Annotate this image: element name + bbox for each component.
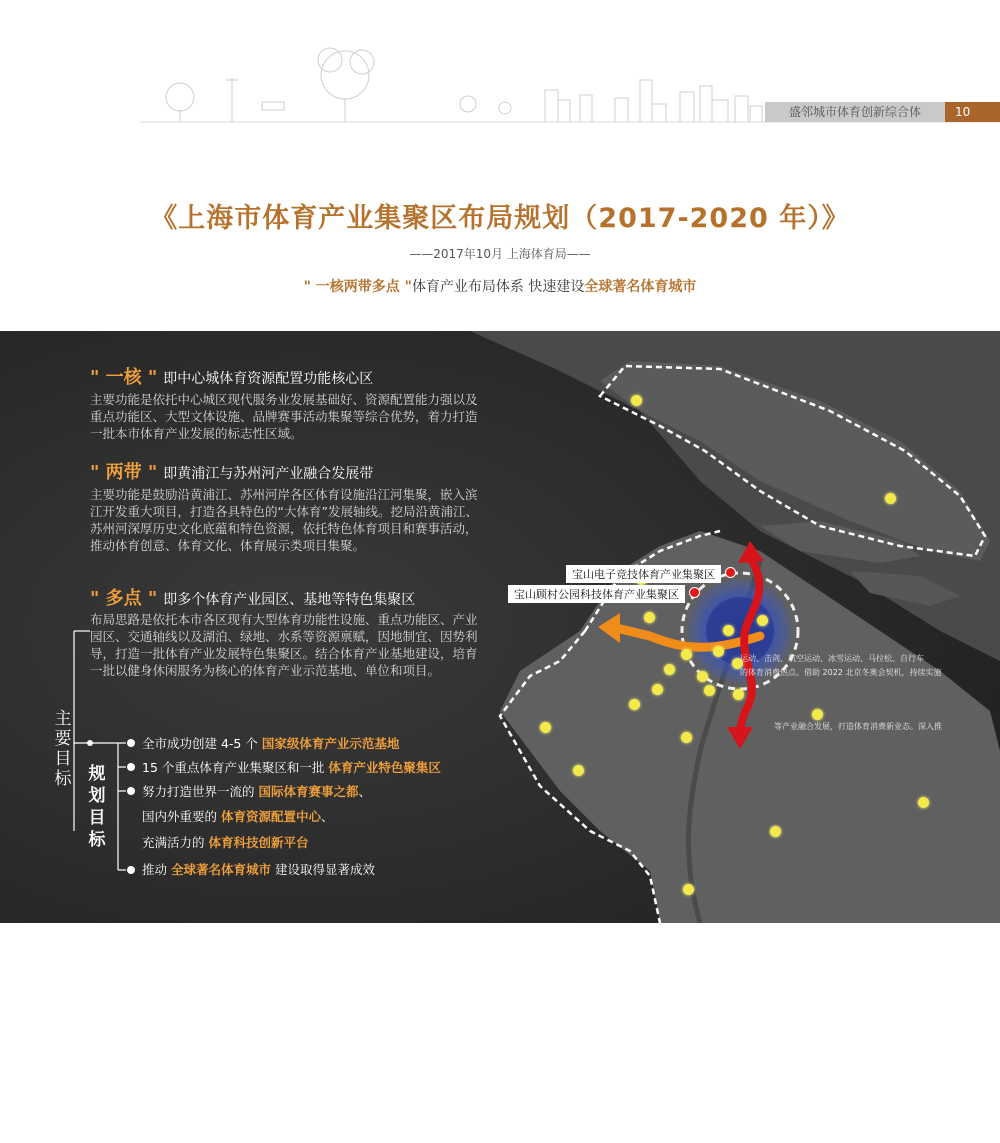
section-keyword: " 多点 " <box>90 588 158 609</box>
cluster-dot <box>540 722 551 733</box>
cluster-dot <box>723 625 734 636</box>
page-subtitle: ——2017年10月 上海体育局—— <box>409 247 591 261</box>
cluster-dot <box>697 671 708 682</box>
cluster-dot <box>683 884 694 895</box>
cluster-dot <box>713 646 724 657</box>
cluster-dot <box>573 765 584 776</box>
section-heading-text: 即中心城体育资源配置功能核心区 <box>163 371 374 387</box>
cluster-dot <box>664 664 675 675</box>
section-body-belts: 主要功能是鼓励沿黄浦江、苏州河岸各区体育设施沿江河集聚，嵌入滨江开发重大项目，打造各具特色的“大体育”发展轴线。挖局沿黄浦江、苏州河深厚历史文化底蕴和特色资源，依托特色体育项目和赛事活动，推动体育创意、体育文化、体育展示类项目集聚。 <box>90 487 478 553</box>
document-title: 盛邻城市体育创新综合体 <box>765 102 945 122</box>
slogan-text: 体育产业布局体系 快速建设 <box>411 279 585 295</box>
slogan-keyword: " 一核两带多点 " <box>303 279 412 295</box>
slogan-goal: 全球著名体育城市 <box>584 279 697 295</box>
section-keyword: " 一核 " <box>90 367 158 388</box>
cluster-dot <box>681 732 692 743</box>
page-header <box>0 0 1000 140</box>
cluster-dot <box>733 689 744 700</box>
section-keyword: " 两带 " <box>90 462 158 483</box>
cluster-dot <box>644 612 655 623</box>
section-heading-text: 即黄浦江与苏州河产业融合发展带 <box>163 466 374 482</box>
goal-item: 国内外重要的 体育资源配置中心、 <box>142 809 334 824</box>
cluster-dot <box>652 684 663 695</box>
goal-item: 推动 全球著名体育城市 建设取得显著成效 <box>142 862 375 877</box>
map-faint-text: 等产业融合发展，打造体育消费新业态。深入推 <box>774 722 942 731</box>
map-faint-text: 的体育消费热点。借助 2022 北京冬奥会契机，持续实施 <box>740 668 942 677</box>
goal-item: 全市成功创建 4-5 个 国家级体育产业示范基地 <box>142 736 400 751</box>
cluster-marker-gucun <box>689 587 700 598</box>
section-heading-text: 即多个体育产业园区、基地等特色集聚区 <box>163 592 416 608</box>
cluster-dot <box>629 699 640 710</box>
section-body-core: 主要功能是依托中心城区现代服务业发展基础好、资源配置能力强以及重点功能区、大型文体设施、品牌赛事活动集聚等综合优势，着力打造一批本市体育产业发展的标志性区域。 <box>90 392 478 441</box>
goal-item: 15 个重点体育产业集聚区和一批 体育产业特色聚集区 <box>142 760 441 775</box>
cluster-dot <box>631 395 642 406</box>
cluster-dot <box>770 826 781 837</box>
slogan <box>0 276 1000 296</box>
cluster-dot <box>918 797 929 808</box>
cluster-marker-esports <box>725 567 736 578</box>
goal-item: 努力打造世界一流的 国际体育赛事之都、 <box>142 784 372 799</box>
cluster-dot <box>704 685 715 696</box>
section-body-points: 布局思路是依托本市各区现有大型体育功能性设施、重点功能区、产业园区、交通轴线以及湖泊、绿地、水系等资源禀赋，因地制宜、因势利导，打造一批体育产业发展特色集聚区。结合体育产业基地建设，培育一批以健身休闲服务为核心的体育产业示范基地、单位和项目。 <box>90 612 478 678</box>
cluster-dot <box>757 615 768 626</box>
goals-main-label: 主 要 目 标 <box>54 709 72 789</box>
goal-item: 充满活力的 体育科技创新平台 <box>142 835 309 850</box>
page-number: 10 <box>945 102 1000 122</box>
map-panel <box>0 331 1000 923</box>
cluster-dot <box>812 709 823 720</box>
cluster-dot <box>885 493 896 504</box>
cluster-dot <box>681 649 692 660</box>
map-faint-text: 运动、击剑、航空运动、冰雪运动、马拉松、自行车 <box>740 654 924 663</box>
goals-plan-label: 规 划 目 标 <box>88 764 106 850</box>
cluster-label-gucun: 宝山顾村公园科技体育产业集聚区 <box>508 585 685 603</box>
page-title: 《上海市体育产业集聚区布局规划（2017-2020 年）》 <box>150 203 850 234</box>
cluster-label-esports: 宝山电子竞技体育产业集聚区 <box>566 565 721 583</box>
